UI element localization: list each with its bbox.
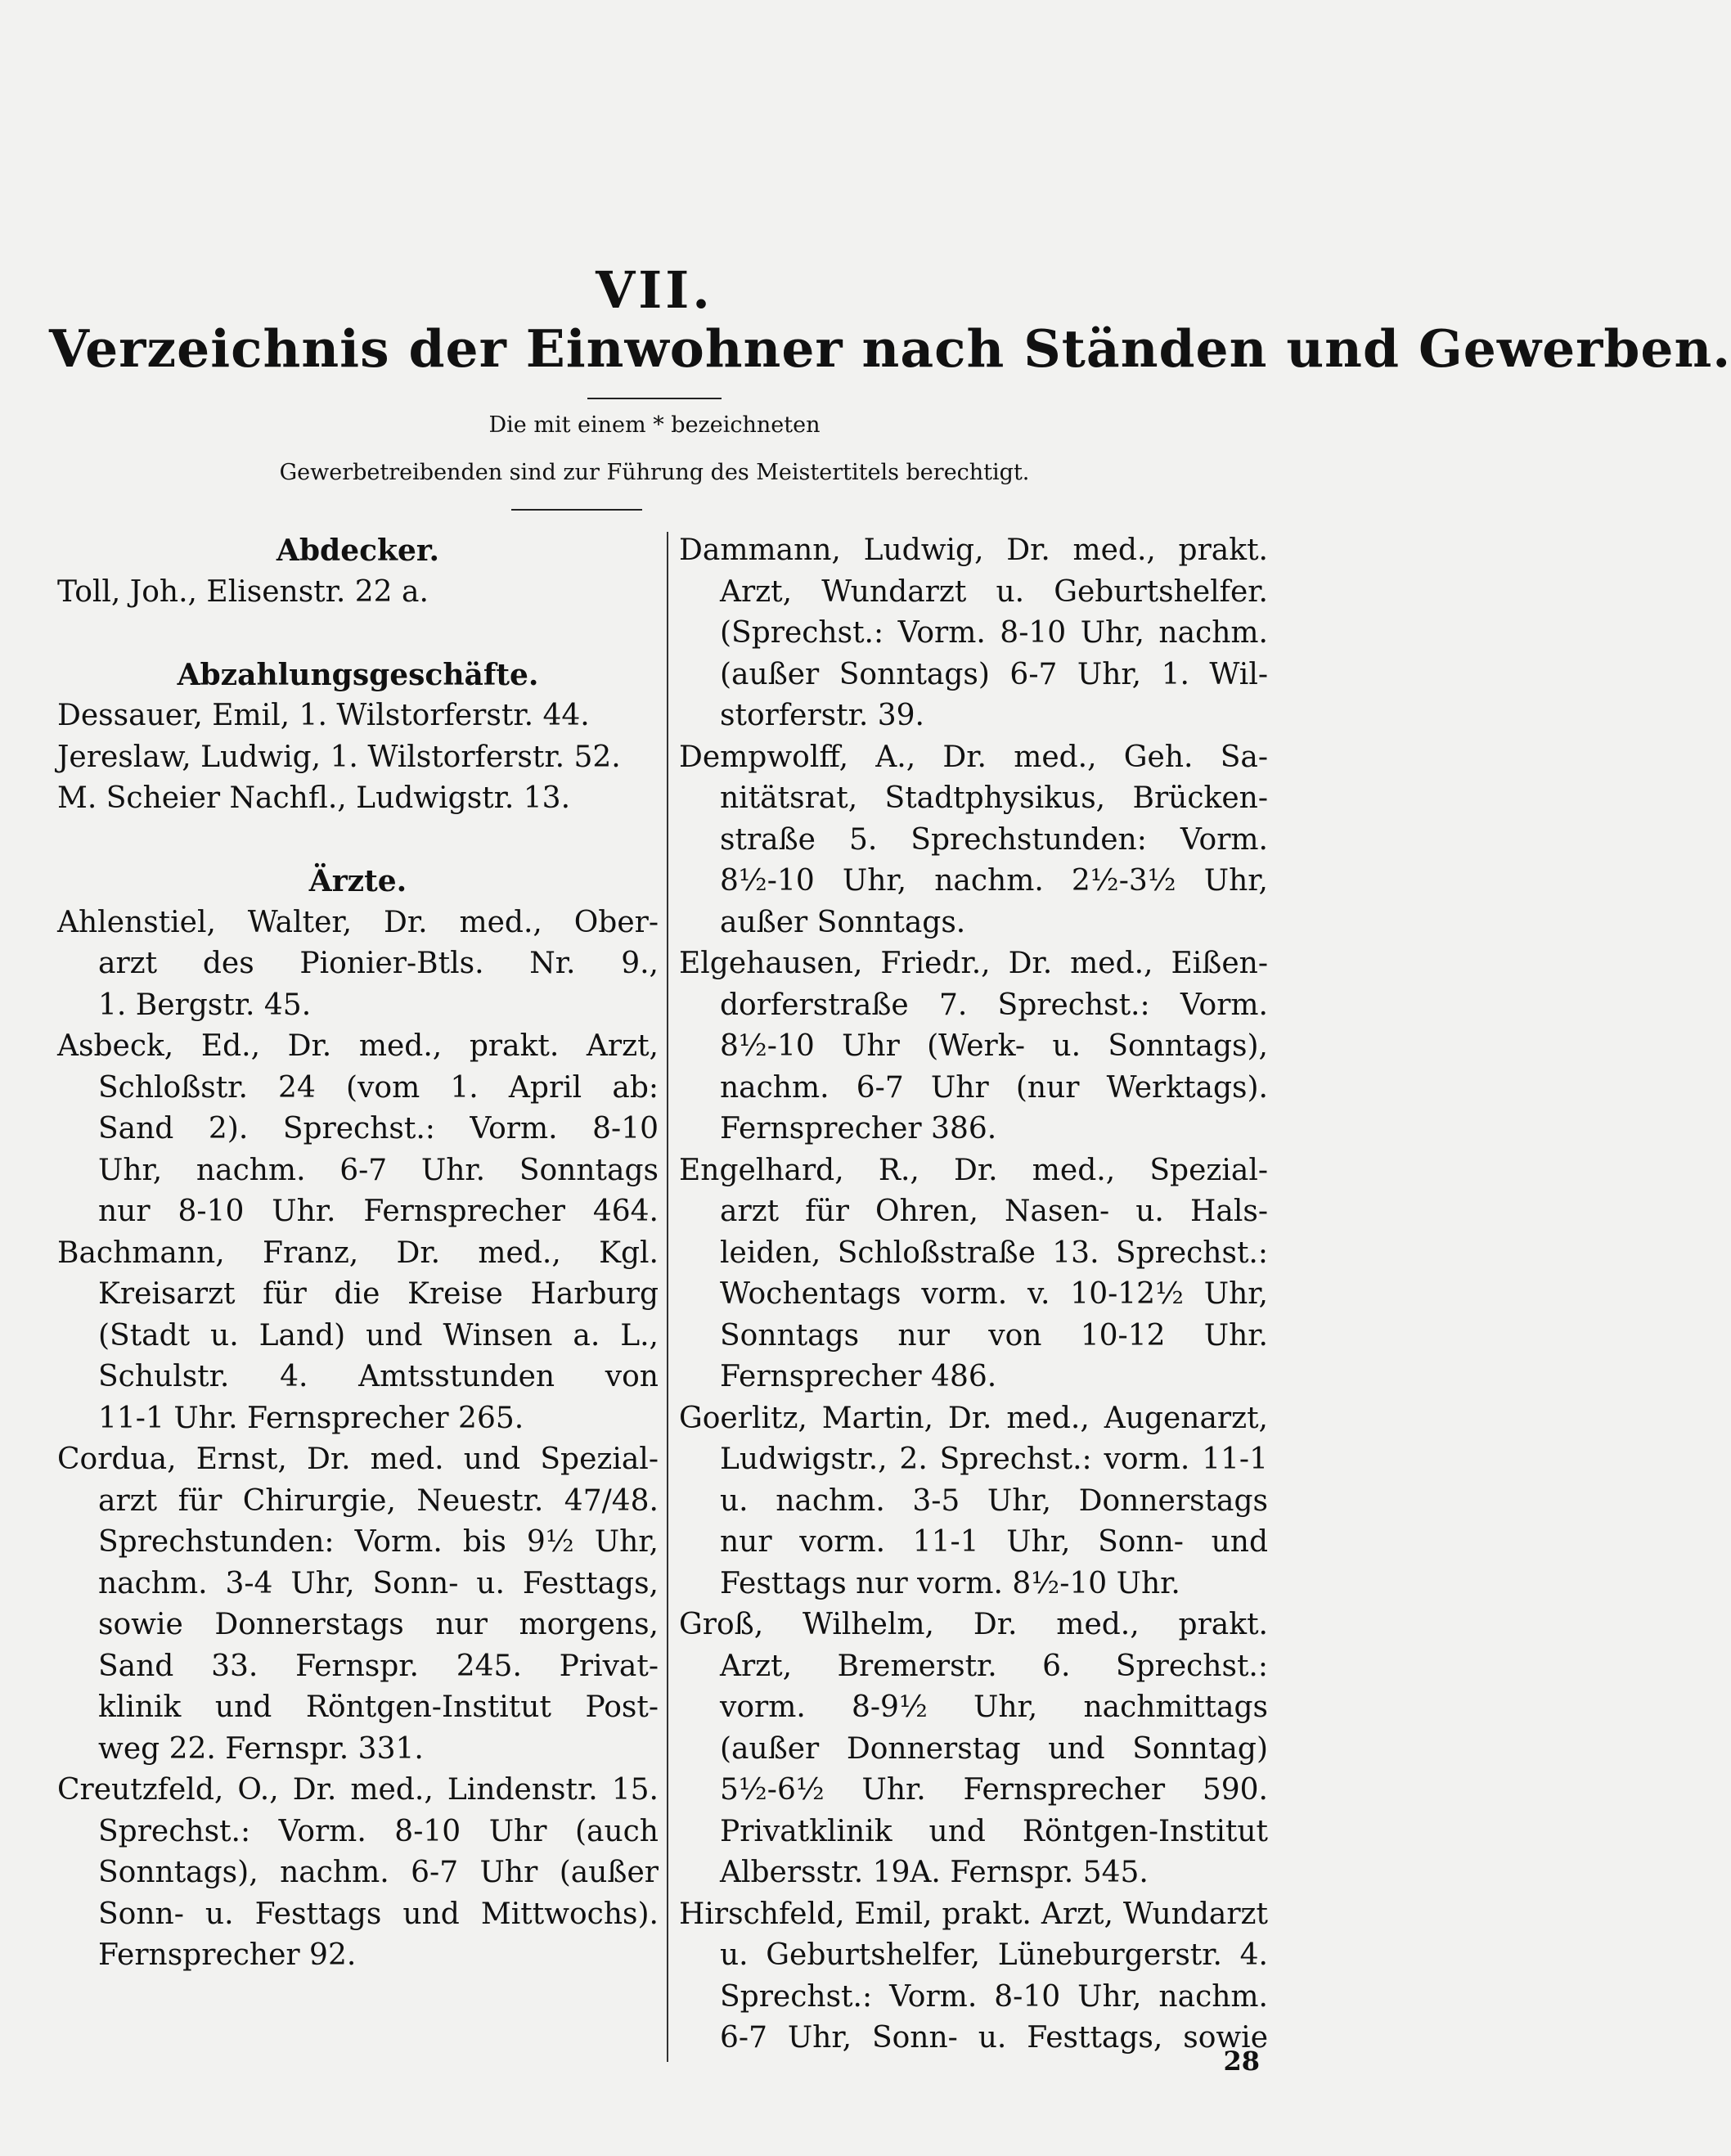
entry-line: 5½-6½ Uhr. Fernsprecher 590.	[720, 1773, 1268, 1807]
entry-line: Arzt, Bremerstr. 6. Sprechst.:	[720, 1649, 1268, 1683]
entry-line: Sand 2). Sprechst.: Vorm. 8-10	[98, 1112, 659, 1146]
entry-line: Ludwigstr., 2. Sprechst.: vorm. 11-1	[720, 1443, 1268, 1476]
entry-line: Fernsprecher 92.	[98, 1938, 357, 1972]
left-column	[57, 530, 659, 1977]
entry-line: Sprechst.: Vorm. 8-10 Uhr, nachm.	[720, 1979, 1268, 2014]
entry-line: Fernsprecher 386.	[720, 1112, 997, 1146]
entry-line: (Sprechst.: Vorm. 8-10 Uhr, nachm.	[720, 616, 1268, 650]
entry-line: Creutzfeld, O., Dr. med., Lindenstr. 15.	[57, 1773, 659, 1807]
entry-line: Dessauer, Emil, 1. Wilstorferstr. 44.	[57, 699, 590, 732]
entry-line: arzt für Chirurgie, Neuestr. 47/48.	[98, 1483, 659, 1518]
entry-line: Ahlenstiel, Walter, Dr. med., Ober-	[57, 905, 659, 939]
intro-line-1: Die mit einem * bezeichneten	[488, 412, 821, 438]
page-title: Verzeichnis der Einwohner nach Ständen und Gewerben.	[49, 318, 1731, 379]
entry-line: leiden, Schloßstraße 13. Sprechst.:	[720, 1236, 1268, 1270]
entry-line: vorm. 8-9½ Uhr, nachmittags	[720, 1690, 1268, 1724]
entry-line: nitätsrat, Stadtphysikus, Brücken-	[720, 781, 1268, 815]
entry-line: Schulstr. 4. Amtsstunden von	[98, 1360, 659, 1393]
entry-line: Arzt, Wundarzt u. Geburtshelfer.	[720, 574, 1268, 609]
entry-line: nachm. 6-7 Uhr (nur Werktags).	[720, 1070, 1268, 1105]
spacer	[57, 613, 659, 655]
right-column	[679, 530, 1268, 2059]
divider-rule	[511, 509, 642, 511]
entry-line: arzt des Pionier-Btls. Nr. 9.,	[98, 947, 659, 980]
entry-line: Elgehausen, Friedr., Dr. med., Eißen-	[679, 947, 1268, 980]
entry-line: straße 5. Sprechstunden: Vorm.	[720, 822, 1268, 857]
entry-line: Albersstr. 19A. Fernspr. 545.	[720, 1856, 1149, 1889]
entry-line: (außer Donnerstag und Sonntag)	[720, 1731, 1268, 1766]
spacer	[57, 820, 659, 862]
entry-line: weg 22. Fernspr. 331.	[98, 1731, 424, 1766]
entry-line: u. nachm. 3-5 Uhr, Donnerstags	[720, 1483, 1268, 1518]
entry-line: 6-7 Uhr, Sonn- u. Festtags, sowie	[720, 2021, 1268, 2055]
entry-line: M. Scheier Nachfl., Ludwigstr. 13.	[57, 781, 571, 815]
entry-line: 8½-10 Uhr (Werk- u. Sonntags),	[720, 1029, 1268, 1063]
entry-line: (außer Sonntags) 6-7 Uhr, 1. Wil-	[720, 657, 1268, 691]
entry-line: Sonntags nur von 10-12 Uhr.	[720, 1318, 1268, 1353]
entry-line: Wochentags vorm. v. 10-12½ Uhr,	[720, 1277, 1268, 1311]
entry-line: Kreisarzt für die Kreise Harburg	[98, 1277, 659, 1311]
entry-line: sowie Donnerstags nur morgens,	[98, 1608, 659, 1641]
entry-line: klinik und Röntgen-Institut Post-	[98, 1690, 659, 1724]
entry-line: Groß, Wilhelm, Dr. med., prakt.	[679, 1608, 1268, 1641]
entry-line: Sprechstunden: Vorm. bis 9½ Uhr,	[98, 1525, 659, 1559]
entry-line: Uhr, nachm. 6-7 Uhr. Sonntags	[98, 1153, 659, 1187]
chapter-number: VII.	[596, 260, 713, 320]
entry-line: nachm. 3-4 Uhr, Sonn- u. Festtags,	[98, 1566, 659, 1600]
entry-line: storferstr. 39.	[720, 699, 924, 732]
entry-line: Privatklinik und Röntgen-Institut	[720, 1814, 1268, 1848]
intro-line-2: Gewerbetreibenden sind zur Führung des Meistertitels berechtigt.	[279, 460, 1030, 485]
entry-line: Asbeck, Ed., Dr. med., prakt. Arzt,	[57, 1029, 659, 1063]
entry-line: arzt für Ohren, Nasen- u. Hals-	[720, 1195, 1268, 1228]
entry-line: (Stadt u. Land) und Winsen a. L.,	[98, 1318, 659, 1353]
entry-line: Engelhard, R., Dr. med., Spezial-	[679, 1153, 1268, 1187]
entry-line: Festtags nur vorm. 8½-10 Uhr.	[720, 1566, 1180, 1600]
entry-line: Sand 33. Fernspr. 245. Privat-	[98, 1649, 659, 1683]
entry-line: Schloßstr. 24 (vom 1. April ab:	[98, 1070, 659, 1105]
entry-line: nur 8-10 Uhr. Fernsprecher 464.	[98, 1195, 659, 1228]
entry-line: dorferstraße 7. Sprechst.: Vorm.	[720, 988, 1268, 1022]
entry-line: Dempwolff, A., Dr. med., Geh. Sa-	[679, 740, 1268, 774]
entry-line: Jereslaw, Ludwig, 1. Wilstorferstr. 52.	[57, 740, 621, 774]
divider-rule	[587, 398, 722, 399]
entry-line: Hirschfeld, Emil, prakt. Arzt, Wundarzt	[679, 1897, 1268, 1931]
entry-line: u. Geburtshelfer, Lüneburgerstr. 4.	[720, 1938, 1268, 1972]
entry-line: Cordua, Ernst, Dr. med. und Spezial-	[57, 1443, 659, 1476]
entry-line: 1. Bergstr. 45.	[98, 988, 312, 1022]
entry-line: Sonn- u. Festtags und Mittwochs).	[98, 1897, 659, 1931]
entry-line: 8½-10 Uhr, nachm. 2½-3½ Uhr,	[720, 864, 1268, 898]
entry-line: Dammann, Ludwig, Dr. med., prakt.	[679, 533, 1268, 567]
entry-line: nur vorm. 11-1 Uhr, Sonn- und	[720, 1525, 1268, 1559]
entry-line: Sonntags), nachm. 6-7 Uhr (außer	[98, 1856, 659, 1889]
section-heading-abzahlung: Abzahlungsgeschäfte.	[177, 657, 539, 692]
entry-line: Fernsprecher 486.	[720, 1360, 997, 1393]
page-number: 28	[1223, 2046, 1260, 2077]
entry-line: außer Sonntags.	[720, 905, 966, 939]
entry-line: Toll, Joh., Elisenstr. 22 a.	[57, 574, 429, 609]
entry-line: 11-1 Uhr. Fernsprecher 265.	[98, 1401, 524, 1435]
section-heading-aerzte: Ärzte.	[308, 864, 407, 898]
section-heading-abdecker: Abdecker.	[276, 533, 440, 568]
entry-line: Bachmann, Franz, Dr. med., Kgl.	[57, 1236, 659, 1270]
entry-line: Sprechst.: Vorm. 8-10 Uhr (auch	[98, 1814, 659, 1848]
entry-line: Goerlitz, Martin, Dr. med., Augenarzt,	[679, 1401, 1268, 1435]
column-divider	[667, 532, 668, 2062]
